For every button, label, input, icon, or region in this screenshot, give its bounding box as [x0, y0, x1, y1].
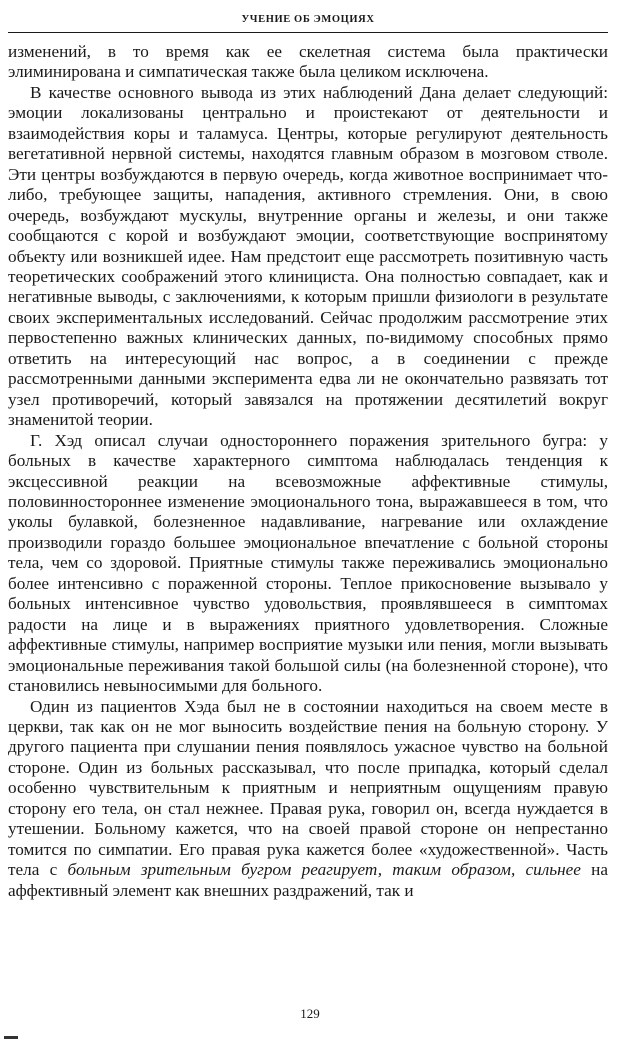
body-text	[8, 42, 608, 901]
paragraph-head-thalamus: Г. Хэд описал случаи одностороннего поражения зрительного бугра: у больных в качестве характерного симптома наблюдалась тенденция к эксцессивной реакции на всевозможные аффективные стимулы, половинностороннее изменение эмоционального тона, выражавшееся в том, что уколы булавкой, болезненное надавливание, нагревание или охлаждение производили гораздо большее эмоциональное впечатление с больной стороны тела, чем со здоровой. Приятные стимулы также переживались эмоционально более интенсивно с пораженной стороны. Теплое прикосновение вызывало у больных интенсивное чувство удовольствия, проявлявшееся в симптомах радости на лице и в выражениях приятного удовлетворения. Сложные аффективные стимулы, например восприятие музыки или пения, могли вызывать эмоциональные переживания такой большой силы (на болезненной стороне), что становились невыносимыми для больного.	[8, 430, 608, 696]
paragraph-head-patients-tail: на аффективный элемент как внешних раздражений, так и	[8, 860, 608, 900]
paragraph-continuation: изменений, в то время как ее скелетная система была практически элиминирована и симпатическая также была целиком исключена.	[8, 42, 608, 82]
paragraph-head-patients-text: Один из пациентов Хэда был не в состоянии находиться на своем месте в церкви, так как он не мог выносить воздействие пения на больную сторону. У другого пациента при слушании пения появлялось ужасное чувство на больной стороне. Один из больных рассказывал, что после припадка, который сделал особенно чувствительным к приятным и неприятным ощущениям правую сторону его тела, он стал нежнее. Правая рука, говорил он, всегда нуждается в утешении. Больному кажется, что на своей правой стороне он непрестанно томится по симпатии. Его правая рука кажется более «художественной». Часть тела с	[8, 696, 608, 880]
paragraph-dana-conclusion: В качестве основного вывода из этих наблюдений Дана делает следующий: эмоции локализованы центрально и проистекают от деятельности и взаимодействия коры и таламуса. Центры, которые регулируют деятельность вегетативной нервной системы, находятся главным образом в мозговом стволе. Эти центры возбуждаются в первую очередь, когда животное воспринимает что-либо, требующее защиты, нападения, активного стремления. Они, в свою очередь, возбуждают мускулы, внутренние органы и железы, и они также сообщаются с корой и возбуждают эмоции, соответствующие воспринятому объекту или возникшей идее. Нам предстоит еще рассмотреть позитивную часть теоретических соображений этого клинициста. Она полностью совпадает, как и негативные выводы, с заключениями, к которым пришли физиологи в результате своих экспериментальных исследований. Сейчас продолжим рассмотрение этих первостепенно важных клинических данных, по-видимому способных прямо ответить на интересующий нас вопрос, а в соединении с прежде рассмотренными данными эксперимента едва ли не окончательно развязать тот узел противоречий, который завязался на протяжении десятилетий вокруг знаменитой теории.	[8, 82, 608, 430]
running-header-title: УЧЕНИЕ ОБ ЭМОЦИЯХ	[241, 14, 375, 25]
paragraph-head-patients-italic: больным зрительным бугром реагирует, таким образом, сильнее	[67, 860, 581, 880]
paragraph-head-patients	[8, 697, 608, 902]
page-number: 129	[300, 1006, 320, 1021]
scan-corner-mark	[4, 1036, 18, 1039]
running-header	[8, 4, 608, 33]
